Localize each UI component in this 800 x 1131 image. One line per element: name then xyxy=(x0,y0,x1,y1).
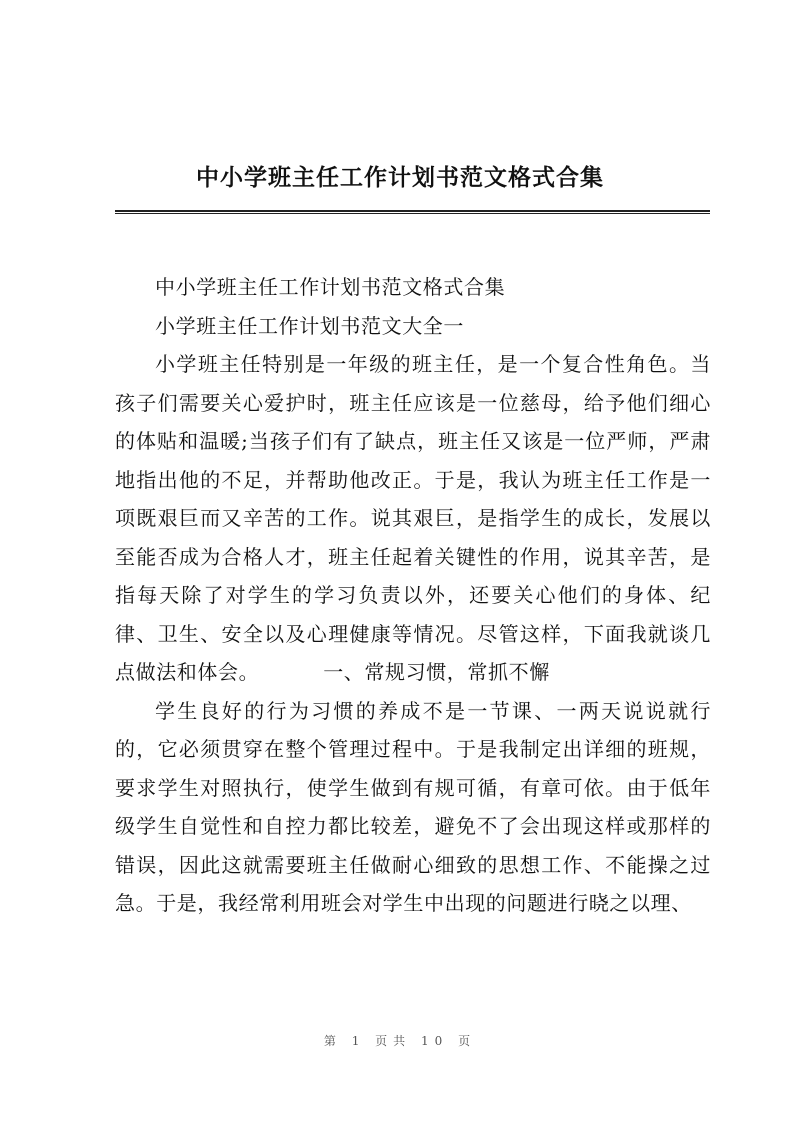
header-divider xyxy=(115,210,710,214)
body-paragraph-heading: 中小学班主任工作计划书范文格式合集 xyxy=(155,275,506,299)
document-body xyxy=(115,268,711,923)
intro-text: 小学班主任特别是一年级的班主任，是一个复合性角色。当孩子们需要关心爱护时，班主任应该是一位慈母，给予他们细心的体贴和温暖;当孩子们有了缺点，班主任又该是一位严师，严肃地指出他的不足，并帮助他改正。于是，我认为班主任工作是一项既艰巨而又辛苦的工作。说其艰巨，是指学生的成长，发展以至能否成为合格人才，班主任起着关键性的作用，说其辛苦，是指每天除了对学生的学习负责以外，还要关心他们的身体、纪律、卫生、安全以及心理健康等情况。尽管这样，下面我就谈几点做法和体会。 xyxy=(115,352,711,684)
body-paragraph-intro xyxy=(115,345,711,692)
body-paragraph-subheading: 小学班主任工作计划书范文大全一 xyxy=(155,313,464,338)
page-title: 中小学班主任工作计划书范文格式合集 xyxy=(196,164,604,191)
page-footer: 第 1 页共 10 页 xyxy=(323,1034,477,1048)
section-heading: 一、常规习惯，常抓不懈 xyxy=(323,660,550,684)
body-paragraph-habits: 学生良好的行为习惯的养成不是一节课、一两天说说就行的，它必须贯穿在整个管理过程中。于是我制定出详细的班规，要求学生对照执行，使学生做到有规可循，有章可依。由于低年级学生自觉性和自控力都比较差，避免不了会出现这样或那样的错误，因此这就需要班主任做耐心细致的思想工作、不能操之过急。于是，我经常利用班会对学生中出现的问题进行晓之以理、 xyxy=(115,698,711,915)
